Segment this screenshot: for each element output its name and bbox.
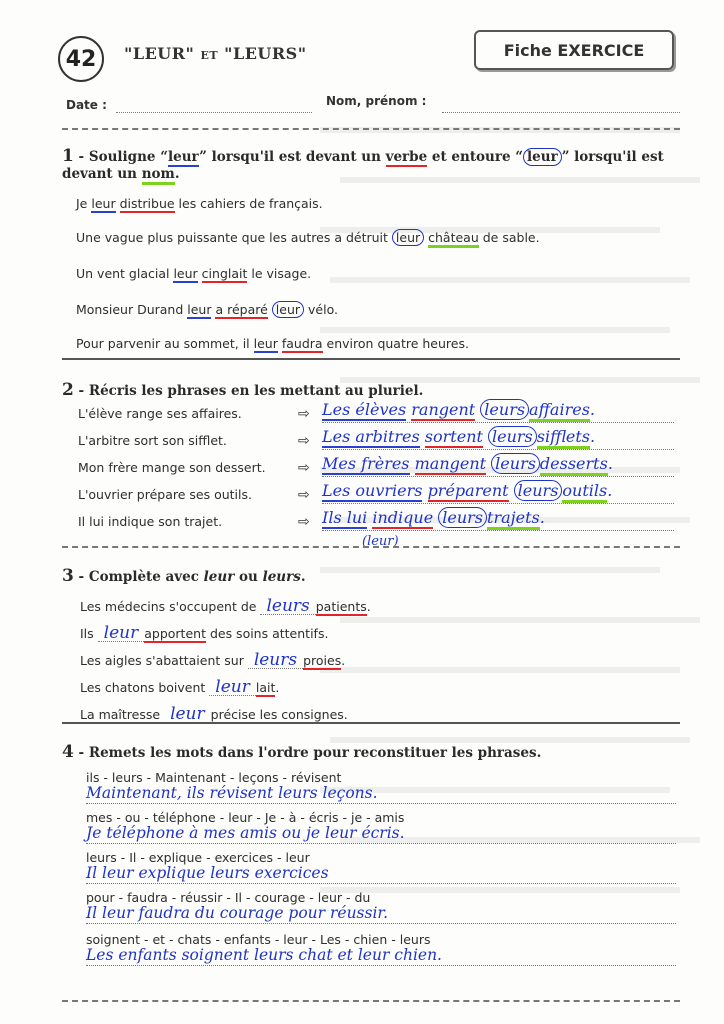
ex4-answer: Je téléphone à mes amis ou je leur écris. xyxy=(86,824,405,842)
ex3-sentence: Ils leur apportent des soins attentifs. xyxy=(80,623,329,643)
arrow-icon: ⇨ xyxy=(298,406,310,422)
ex1-sentence-5: Pour parvenir au sommet, il leur faudra environ quatre heures. xyxy=(76,336,469,351)
ex4-answer: Les enfants soignent leurs chat et leur chien. xyxy=(86,946,442,964)
date-label: Date : xyxy=(66,98,107,112)
ex4-words: mes - ou - téléphone - leur - Je - à - écris - je - amis xyxy=(86,810,405,825)
ex2-prompt: Il lui indique son trajet. xyxy=(78,514,223,529)
ex3-blank[interactable]: leur xyxy=(209,680,256,696)
title-et: ET xyxy=(200,49,219,62)
ex4-answer-line[interactable] xyxy=(86,965,676,966)
ex2-answer-line[interactable] xyxy=(322,503,674,504)
ex4-answer-line[interactable] xyxy=(86,883,676,884)
ex4-answer-line[interactable] xyxy=(86,923,676,924)
ex2-answer-line[interactable] xyxy=(322,422,674,423)
ex3-blank[interactable]: leurs xyxy=(248,653,303,669)
ex2-answer: Les ouvriers préparent leurs outils. xyxy=(322,481,612,500)
ex4-words: leurs - Il - explique - exercices - leur xyxy=(86,850,310,865)
arrow-icon: ⇨ xyxy=(298,433,310,449)
name-label: Nom, prénom : xyxy=(326,94,427,108)
ex1-instruction-line2: devant un nom. xyxy=(62,166,180,182)
ex2-answer: Ils lui indique leurs trajets. xyxy=(322,508,545,527)
ex3-blank[interactable]: leurs xyxy=(260,599,315,615)
ex2-prompt: L'élève range ses affaires. xyxy=(78,406,242,421)
ex2-prompt: Mon frère mange son dessert. xyxy=(78,460,266,475)
ex2-answer-line[interactable] xyxy=(322,530,674,531)
divider xyxy=(62,546,680,548)
ex4-words: soignent - et - chats - enfants - leur - Les - chien - leurs xyxy=(86,932,431,947)
arrow-icon: ⇨ xyxy=(298,460,310,476)
ex2-answer: Les arbitres sortent leurs sifflets. xyxy=(322,427,595,446)
ex2-prompt: L'ouvrier prépare ses outils. xyxy=(78,487,252,502)
ex4-answer-line[interactable] xyxy=(86,843,676,844)
ex4-answer: Il leur explique leurs exercices xyxy=(86,864,329,882)
ex2-answer: Les élèves rangent leurs affaires. xyxy=(322,400,595,419)
ex3-instruction: 3 - Complète avec leur ou leurs. xyxy=(62,566,306,586)
ex1-number: 1 xyxy=(62,146,74,166)
ex1-sentence-4: Monsieur Durand leur a réparé leur vélo. xyxy=(76,302,338,317)
ex1-sentence-2: Une vague plus puissante que les autres a détruit leur château de sable. xyxy=(76,230,540,245)
title-leur: "LEUR" xyxy=(124,44,195,63)
divider xyxy=(62,1000,680,1002)
divider xyxy=(62,358,680,360)
divider xyxy=(62,128,680,130)
ex3-blank[interactable]: leur xyxy=(98,626,145,642)
ex4-instruction: 4 - Remets les mots dans l'ordre pour reconstituer les phrases. xyxy=(62,742,542,762)
ex1-sentence-3: Un vent glacial leur cinglait le visage. xyxy=(76,266,312,281)
ex3-sentence: La maîtresse leur précise les consignes. xyxy=(80,704,348,724)
ex3-sentence: Les aigles s'abattaient sur leurs proies. xyxy=(80,650,346,670)
ex4-answer-line[interactable] xyxy=(86,803,676,804)
ex2-number: 2 xyxy=(62,380,74,400)
ex1-sentence-1: Je leur distribue les cahiers de français. xyxy=(76,196,323,211)
arrow-icon: ⇨ xyxy=(298,487,310,503)
date-field[interactable] xyxy=(116,112,312,113)
title-leurs: "LEURS" xyxy=(224,44,307,63)
ex4-answer: Maintenant, ils révisent leurs leçons. xyxy=(86,784,378,802)
ex4-words: pour - faudra - réussir - Il - courage - leur - du xyxy=(86,890,371,905)
ex2-prompt: L'arbitre sort son sifflet. xyxy=(78,433,227,448)
arrow-icon: ⇨ xyxy=(298,514,310,530)
fiche-exercice-badge: Fiche EXERCICE xyxy=(474,30,674,70)
worksheet-title xyxy=(124,44,307,63)
ex2-answer-line[interactable] xyxy=(322,476,674,477)
name-field[interactable] xyxy=(442,112,680,113)
ex3-sentence: Les médecins s'occupent de leurs patients. xyxy=(80,596,371,616)
ex2-instruction: 2 - Récris les phrases en les mettant au pluriel. xyxy=(62,380,424,400)
ex1-instruction: 1 - Souligne “leur” lorsqu'il est devant un verbe et entoure “ leur ” lorsqu'il est xyxy=(62,146,664,166)
ex4-number: 4 xyxy=(62,742,74,762)
ex3-blank[interactable]: leur xyxy=(164,707,211,723)
ex4-words: ils - leurs - Maintenant - leçons - révisent xyxy=(86,770,342,785)
ex3-sentence: Les chatons boivent leur lait. xyxy=(80,677,280,697)
ex2-answer: Mes frères mangent leurs desserts. xyxy=(322,454,613,473)
ex2-correction: (leur) xyxy=(362,534,399,549)
ex3-number: 3 xyxy=(62,566,74,586)
worksheet-number: 42 xyxy=(58,36,104,82)
ex4-answer: Il leur faudra du courage pour réussir. xyxy=(86,904,389,922)
ex2-answer-line[interactable] xyxy=(322,449,674,450)
divider xyxy=(62,722,680,724)
